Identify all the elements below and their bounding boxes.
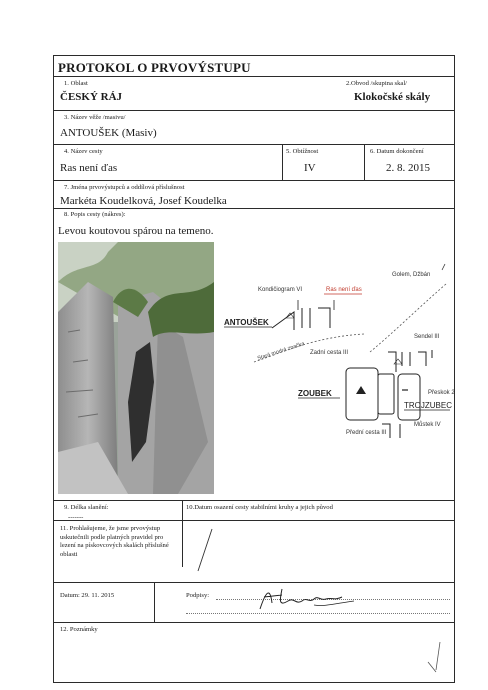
signature-line bbox=[186, 613, 450, 614]
osazeni-label: 10.Datum osazení cesty stabilními kruhy a jejich původ bbox=[186, 504, 333, 511]
row-oblast bbox=[54, 76, 454, 110]
oblast-value: ČESKÝ RÁJ bbox=[60, 91, 123, 103]
row-vez bbox=[54, 110, 454, 144]
poznamky-label: 12. Poznámky bbox=[60, 626, 98, 633]
topo-ras: Ras není ďas bbox=[326, 287, 362, 293]
topo-golem: Golem, Džbán bbox=[392, 272, 431, 278]
podpisy-label: Podpisy: bbox=[186, 592, 210, 599]
obvod-label: 2.Obvod /skupina skal/ bbox=[346, 80, 407, 87]
topo-antousek: ANTOUŠEK bbox=[224, 318, 269, 327]
obtiznost-label: 5. Obtížnost bbox=[286, 148, 319, 155]
row-podpis bbox=[54, 582, 454, 622]
slash-mark bbox=[192, 527, 222, 575]
cesta-value: Ras není ďas bbox=[60, 162, 118, 174]
row-jmena bbox=[54, 180, 454, 208]
topo-predni-cesta: Přední cesta III bbox=[346, 430, 387, 436]
topo-stara-modra: Stará modrá značka bbox=[256, 340, 306, 362]
cesta-label: 4. Název cesty bbox=[64, 148, 103, 155]
oblast-label: 1. Oblast bbox=[64, 80, 88, 87]
delka-label: 9. Délka slanění: bbox=[64, 504, 109, 511]
topo-zadni-cesta: Zadní cesta III bbox=[310, 350, 349, 356]
obvod-value: Klokočské skály bbox=[354, 91, 431, 103]
topo-sendel: Sendel III bbox=[414, 334, 440, 340]
topo-mustek: Můstek IV bbox=[414, 422, 441, 428]
datum-value: 2. 8. 2015 bbox=[386, 162, 430, 174]
popis-label: 8. Popis cesty (nákres): bbox=[64, 211, 126, 218]
topo-zoubek: ZOUBEK bbox=[298, 389, 332, 398]
route-topo bbox=[214, 242, 454, 494]
topo-kondiciogram: Kondičiogram VI bbox=[258, 287, 303, 293]
row-cesta bbox=[54, 144, 454, 180]
page-title: PROTOKOL O PRVOVÝSTUPU bbox=[58, 60, 251, 75]
datum-podpis: Datum: 29. 11. 2015 bbox=[60, 592, 115, 599]
topo-preskok: Přeskok 2 bbox=[428, 390, 454, 396]
row-prohlaseni bbox=[54, 520, 454, 582]
vez-label: 3. Název věže /masivu/ bbox=[64, 114, 126, 121]
divider bbox=[282, 145, 283, 181]
divider bbox=[364, 145, 365, 181]
signature bbox=[254, 583, 364, 613]
obtiznost-value: IV bbox=[304, 162, 316, 174]
divider bbox=[154, 583, 155, 623]
rock-photo bbox=[58, 242, 214, 494]
protocol-form bbox=[53, 55, 455, 683]
vez-value: ANTOUŠEK (Masiv) bbox=[60, 127, 157, 139]
topo-trojzubec: TROJZUBEC bbox=[404, 401, 452, 410]
jmena-label: 7. Jména prvovýstupců a oddílová příslušnost bbox=[64, 184, 185, 191]
delka-value: ------- bbox=[68, 514, 84, 521]
row-poznamky bbox=[54, 622, 454, 684]
jmena-value: Markéta Koudelková, Josef Koudelka bbox=[60, 195, 227, 207]
datum-label: 6. Datum dokončení bbox=[370, 148, 424, 155]
popis-value: Levou koutovou spárou na temeno. bbox=[58, 225, 214, 237]
corner-mark bbox=[420, 640, 460, 680]
prohlaseni-label: 11. Prohlašujeme, že jsme prvovýstup uskutečnili podle platných pravidel pro lezení na pískovcových skalách příslušné oblasti bbox=[60, 525, 169, 558]
